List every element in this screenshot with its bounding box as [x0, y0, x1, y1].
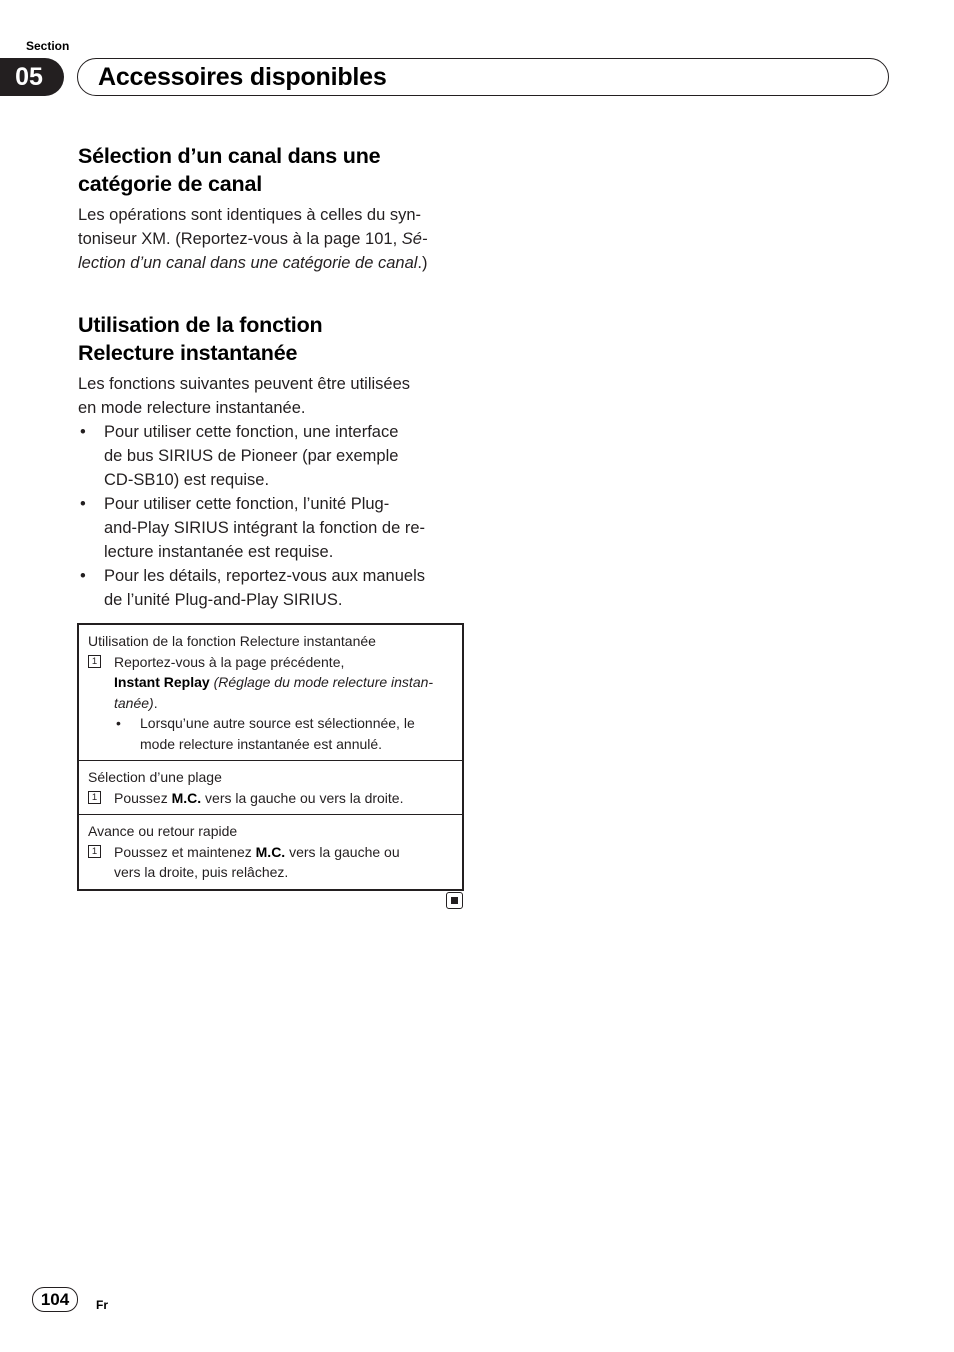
menu-item-name: Instant Replay	[114, 674, 210, 690]
text-span: .)	[417, 254, 428, 272]
section-title: Accessoires disponibles	[98, 62, 387, 91]
language-code: Fr	[96, 1298, 108, 1312]
text-line: CD-SB10) est requise.	[104, 471, 270, 489]
paragraph-instant-replay	[78, 372, 468, 612]
text-line: • Pour utiliser cette fonction, une interface	[104, 423, 399, 441]
text-line: • Pour utiliser cette fonction, l’unité Plug-	[104, 495, 390, 513]
table-row	[79, 625, 462, 760]
list-item	[78, 420, 468, 492]
operation-step	[88, 652, 454, 755]
page-number: 104	[32, 1287, 78, 1312]
list-item	[114, 713, 454, 754]
text-span: .	[153, 694, 158, 711]
text-span: Poussez et maintenez	[114, 843, 256, 860]
text-line: en mode relecture instantanée.	[78, 399, 306, 417]
text-line: de l’unité Plug-and-Play SIRIUS.	[104, 591, 343, 609]
operation-title: Avance ou retour rapide	[88, 823, 238, 839]
text-line: • Lorsqu’une autre source est sélectionnée, le	[140, 715, 415, 731]
section-label: Section	[26, 39, 70, 53]
operation-title: Utilisation de la fonction Relecture instantanée	[88, 633, 376, 649]
text-line	[114, 672, 454, 693]
step-number-icon: 1	[88, 655, 101, 668]
operation-step	[88, 842, 454, 883]
text-line: de bus SIRIUS de Pioneer (par exemple	[104, 447, 399, 465]
reference-italic: (Réglage du mode relecture instan-	[213, 674, 434, 690]
section-title-box	[77, 58, 889, 96]
reference-italic: Sé-	[401, 230, 428, 248]
text-line: and-Play SIRIUS intégrant la fonction de re-	[104, 519, 426, 537]
text-line: Reportez-vous à la page précédente,	[114, 653, 345, 670]
text-line	[78, 251, 468, 275]
text-line: vers la droite, puis relâchez.	[114, 864, 289, 880]
text-span: vers la gauche ou	[285, 843, 400, 860]
heading-line: Sélection d’un canal dans une	[78, 144, 381, 168]
operation-step	[88, 788, 454, 809]
heading-line: catégorie de canal	[78, 172, 263, 196]
heading-line: Utilisation de la fonction	[78, 313, 323, 337]
heading-line: Relecture instantanée	[78, 341, 298, 365]
text-line: • Pour les détails, reportez-vous aux manuels	[104, 567, 425, 585]
text-span: toniseur XM. (Reportez-vous à la page 101,	[78, 230, 402, 248]
text-line	[114, 842, 454, 863]
text-line: mode relecture instantanée est annulé.	[140, 735, 383, 752]
reference-italic: lection d’un canal dans une catégorie de canal	[78, 254, 418, 272]
text-line: lecture instantanée est requise.	[104, 543, 334, 561]
heading-instant-replay	[78, 311, 478, 367]
reference-italic: tanée)	[114, 694, 154, 711]
text-line	[114, 693, 454, 714]
list-item	[78, 564, 468, 612]
table-row	[79, 760, 462, 814]
text-line: Les opérations sont identiques à celles du syn-	[78, 206, 422, 224]
operations-table	[77, 623, 464, 891]
paragraph-channel-category	[78, 203, 468, 275]
step-number-icon: 1	[88, 845, 101, 858]
section-number-badge: 05	[0, 58, 64, 96]
button-name: M.C.	[255, 843, 286, 860]
list-item	[78, 492, 468, 564]
end-of-section-icon	[446, 892, 463, 909]
step-number-icon: 1	[88, 791, 101, 804]
operation-title: Sélection d’une plage	[88, 769, 222, 785]
text-line: Les fonctions suivantes peuvent être utilisées	[78, 375, 411, 393]
text-line	[78, 227, 468, 251]
text-span: vers la gauche ou vers la droite.	[201, 789, 404, 806]
button-name: M.C.	[171, 789, 202, 806]
text-span: Poussez	[114, 789, 172, 806]
heading-channel-category	[78, 142, 478, 198]
table-row	[79, 814, 462, 889]
